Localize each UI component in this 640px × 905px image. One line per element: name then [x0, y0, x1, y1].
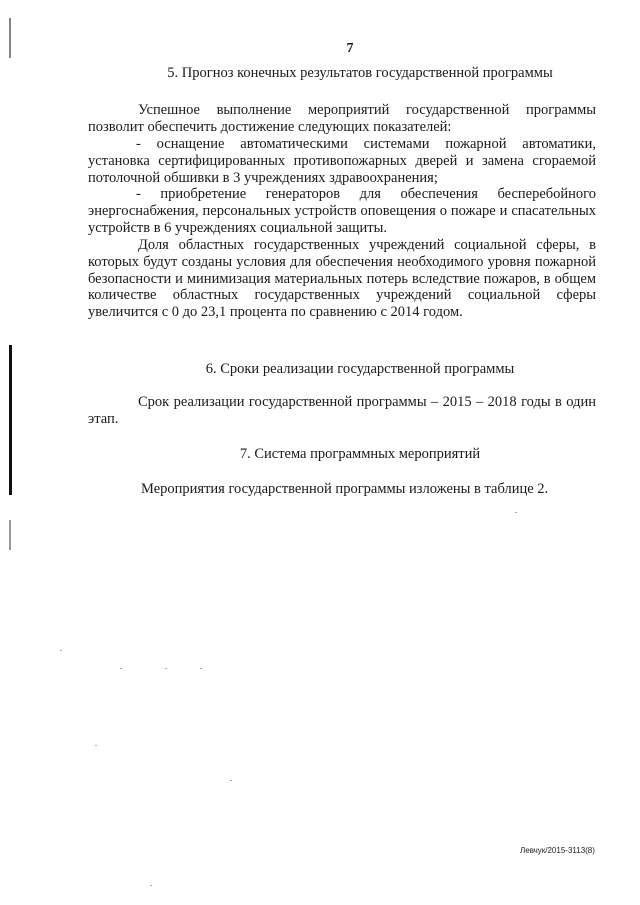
page-number: 7 — [346, 41, 354, 56]
section-7-text: Мероприятия государственной программы изложены в таблице 2. — [141, 481, 549, 497]
section-5-bullet-2: - приобретение генераторов для обеспечения бесперебойного энергоснабжения, персональных устройств оповещения о пожаре и спасательных устройств в 6 учреждениях социальной защиты. — [88, 186, 596, 236]
section-5-intro: Успешное выполнение мероприятий государственной программы позволит обеспечить достижение следующих показателей: — [88, 102, 596, 135]
scan-speck — [120, 668, 122, 669]
section-6-heading: 6. Сроки реализации государственной программы — [205, 361, 515, 377]
section-5-bullet-1: - оснащение автоматическими системами пожарной автоматики, установка сертифицированных противопожарных дверей и замена сгораемой потолочной обшивки в 3 учреждениях здравоохранения; — [88, 136, 596, 186]
scan-speck — [60, 650, 62, 651]
scan-speck — [165, 668, 167, 669]
document-footer-code: Левчук/2015-3113(8) — [520, 846, 595, 855]
section-6-text: Срок реализации государственной программы – 2015 – 2018 годы в один этап. — [88, 394, 596, 427]
section-5-share-paragraph: Доля областных государственных учреждений социальной сферы, в которых будут созданы условия для обеспечения необходимого уровня пожарной безопасности и минимизация материальных потерь вследствие пожаров, в общем количестве областных государственных учреждений социальной сферы увеличится с 0 до 23,1 процента по сравнению с 2014 годом. — [88, 237, 596, 321]
section-7-heading: 7. Система программных мероприятий — [239, 446, 481, 462]
scan-speck — [200, 668, 202, 669]
section-5-heading: 5. Прогноз конечных результатов государственной программы — [167, 65, 553, 81]
scan-speck — [95, 745, 97, 746]
scan-speck — [230, 780, 232, 781]
scan-edge-mark — [9, 520, 11, 550]
scan-speck — [150, 885, 152, 886]
scan-speck — [515, 512, 517, 513]
